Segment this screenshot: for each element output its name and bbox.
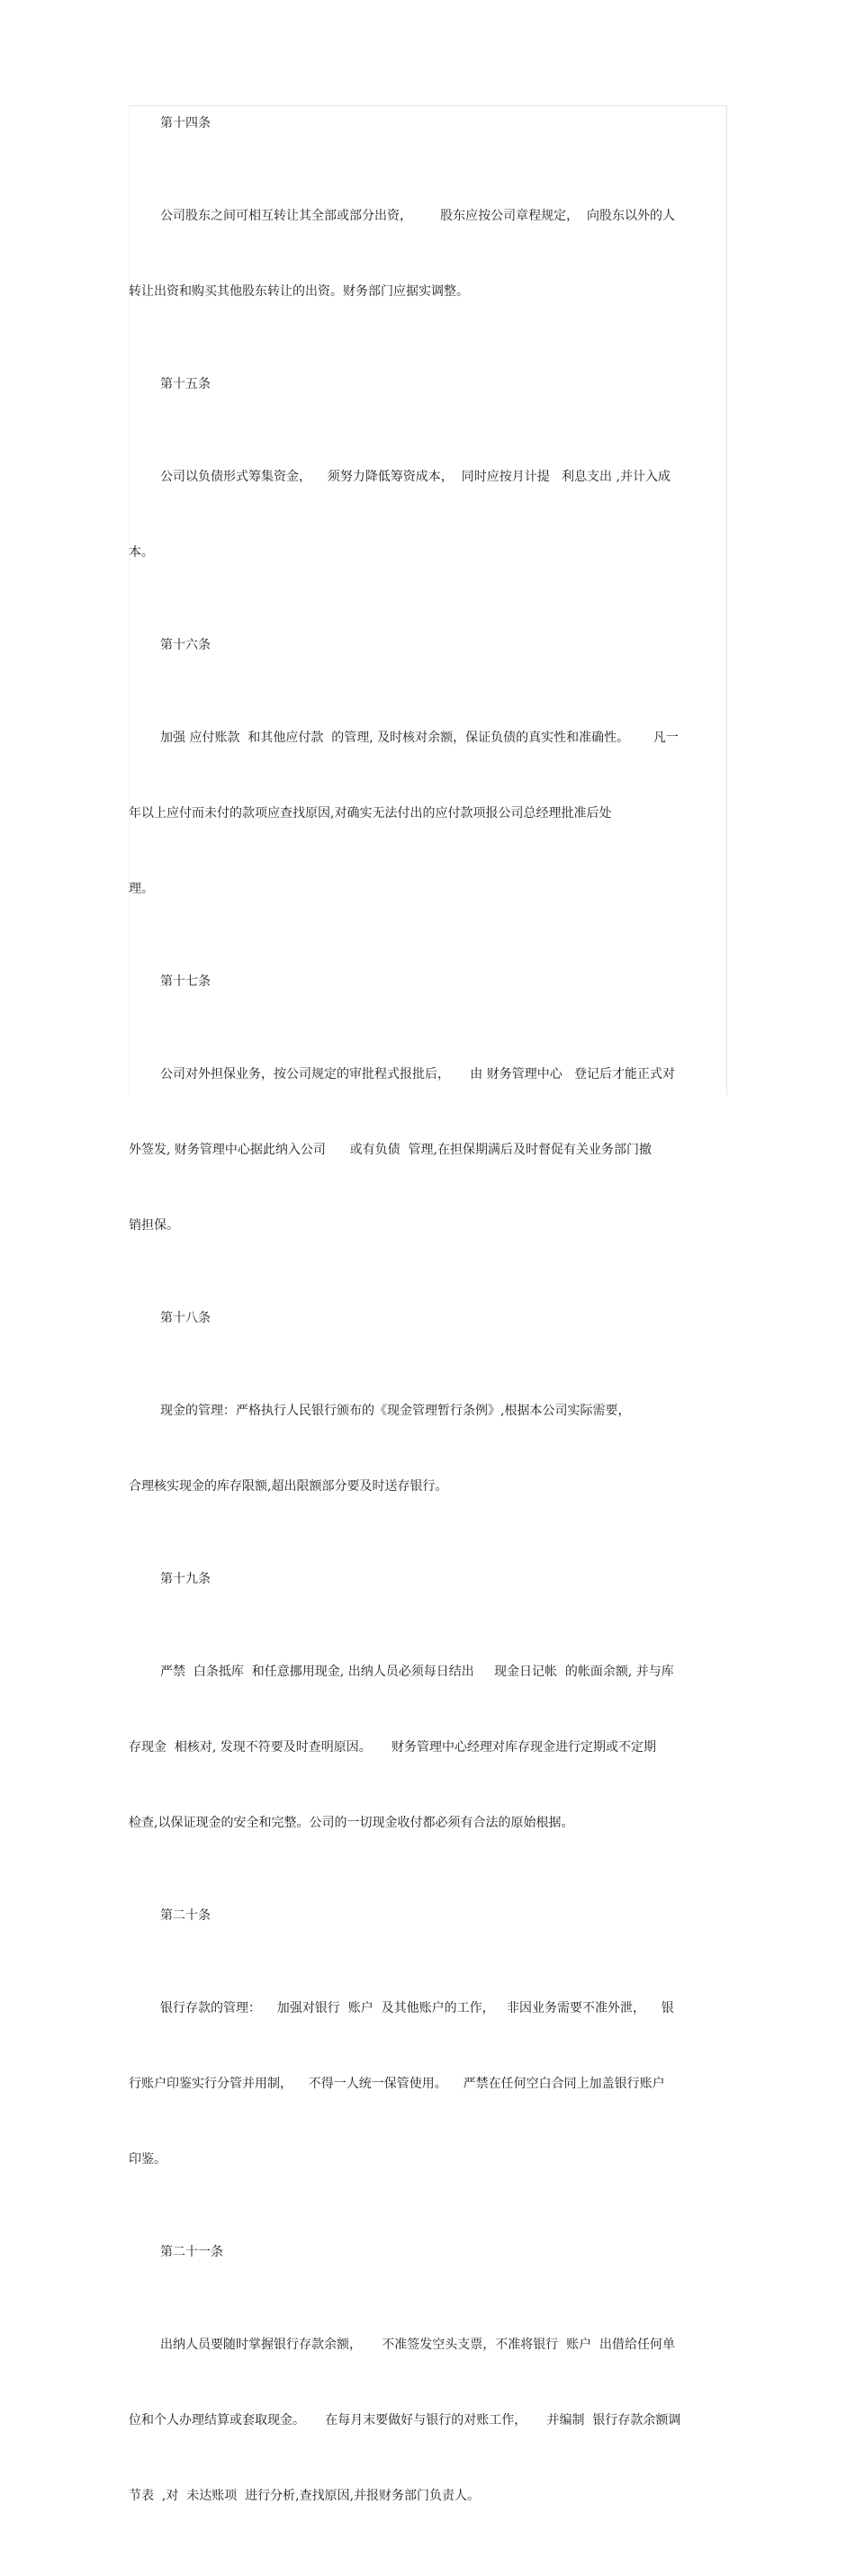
article-15-text bbox=[129, 414, 705, 615]
article-19-text bbox=[129, 1609, 705, 1886]
text-line: 公司以负债形式筹集资金， 须努力降低筹资成本， 同时应按月计提 利息支出 ,并计入成 bbox=[160, 470, 670, 484]
text-line: 公司股东之间可相互转让其全部或部分出资， 股东应按公司章程规定， 向股东以外的人 bbox=[160, 209, 676, 223]
text-line: 现金的管理：严格执行人民银行颁布的《现金管理暂行条例》,根据本公司实际需要， bbox=[160, 1404, 631, 1418]
text-line: 印鉴。 bbox=[129, 2152, 166, 2167]
text-line: 银行存款的管理： 加强对银行 账户 及其他账户的工作， 非因业务需要不准外泄， 银 bbox=[160, 2001, 674, 2015]
text-line: 检查,以保证现金的安全和完整。公司的一切现金收付都必须有合法的原始根据。 bbox=[129, 1816, 574, 1830]
article-16-text bbox=[129, 675, 705, 952]
text-line: 合理核实现金的库存限额,超出限额部分要及时送存银行。 bbox=[129, 1479, 448, 1494]
text-line: 转让出资和购买其他股东转让的出资。财务部门应据实调整。 bbox=[129, 284, 469, 299]
text-line: 加强 应付账款 和其他应付款 的管理, 及时核对余额，保证负债的真实性和准确性。 凡一 bbox=[160, 731, 679, 745]
article-21-heading: 第二十一条 bbox=[160, 2245, 223, 2259]
article-20-text bbox=[129, 1945, 705, 2222]
document-body bbox=[129, 111, 705, 2576]
text-line: 外签发, 财务管理中心据此纳入公司 或有负债 管理,在担保期满后及时督促有关业务部门撤 bbox=[129, 1143, 652, 1157]
text-line: 存现金 相核对, 发现不符要及时查明原因。 财务管理中心经理对库存现金进行定期或不定期 bbox=[129, 1740, 657, 1755]
article-20-heading: 第二十条 bbox=[160, 1908, 211, 1923]
article-14-heading: 第十四条 bbox=[160, 116, 211, 130]
text-line: 本。 bbox=[129, 545, 154, 560]
article-17-heading: 第十七条 bbox=[160, 974, 211, 989]
text-line: 理。 bbox=[129, 882, 154, 896]
text-line: 公司对外担保业务，按公司规定的审批程式报批后， 由 财务管理中心 登记后才能正式对 bbox=[160, 1067, 676, 1082]
text-line: 行账户印鉴实行分管并用制， 不得一人统一保管使用。 严禁在任何空白合同上加盖银行账户 bbox=[129, 2077, 665, 2091]
article-16-heading: 第十六条 bbox=[160, 638, 211, 652]
text-line: 严禁 白条抵库 和任意挪用现金, 出纳人员必须每日结出 现金日记帐 的帐面余额, 并与库 bbox=[160, 1665, 674, 1679]
article-14-text bbox=[129, 153, 705, 355]
text-line: 出纳人员要随时掌握银行存款余额， 不准签发空头支票，不准将银行 账户 出借给任何单 bbox=[160, 2338, 676, 2352]
article-15-heading: 第十五条 bbox=[160, 377, 211, 391]
text-line: 年以上应付而未付的款项应查找原因,对确实无法付出的应付款项报公司总经理批准后处 bbox=[129, 806, 612, 821]
article-18-heading: 第十八条 bbox=[160, 1311, 211, 1325]
text-line: 节表 ,对 未达账项 进行分析,查找原因,并报财务部门负责人。 bbox=[129, 2489, 481, 2503]
article-17-text bbox=[129, 1011, 705, 1288]
text-line: 位和个人办理结算或套取现金。 在每月末要做好与银行的对账工作， 并编制 银行存款余额调 bbox=[129, 2413, 681, 2428]
article-18-text bbox=[129, 1348, 705, 1549]
article-21-text bbox=[129, 2282, 705, 2559]
article-19-heading: 第十九条 bbox=[160, 1572, 211, 1586]
text-line: 销担保。 bbox=[129, 1218, 179, 1233]
